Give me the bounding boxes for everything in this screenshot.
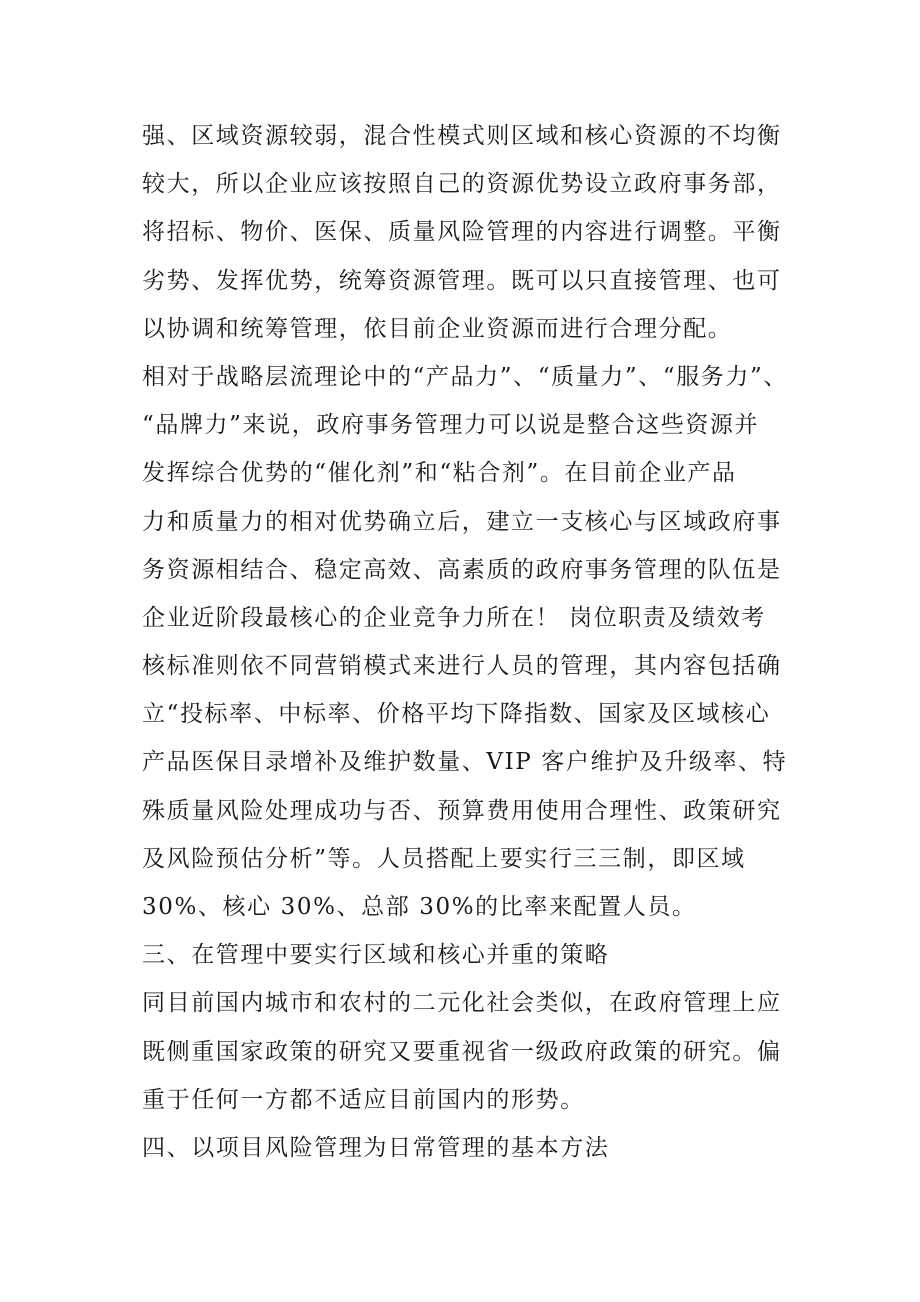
text-line: 立“投标率、中标率、价格平均下降指数、国家及区域核心 <box>142 701 771 728</box>
text-line: 既侧重国家政策的研究又要重视省一级政府政策的研究。偏 <box>142 1038 782 1065</box>
text-line: 企业近阶段最核心的企业竞争力所在！ 岗位职责及绩效考 <box>142 604 766 631</box>
section-heading: 三、在管理中要实行区域和核心并重的策略 <box>142 942 610 969</box>
text-line: 产品医保目录增补及维护数量、VIP 客户维护及升级率、特 <box>142 749 788 776</box>
text-line: 务资源相结合、稳定高效、高素质的政府事务管理的队伍是 <box>142 556 782 583</box>
text-line: 核标准则依不同营销模式来进行人员的管理，其内容包括确 <box>142 653 782 680</box>
text-line: 劣势、发挥优势，统筹资源管理。既可以只直接管理、也可 <box>142 267 782 294</box>
text-line: 重于任何一方都不适应目前国内的形势。 <box>142 1086 585 1113</box>
text-line: 殊质量风险处理成功与否、预算费用使用合理性、政策研究 <box>142 797 782 824</box>
text-line: 相对于战略层流理论中的“产品力”、“质量力”、“服务力”、 <box>142 363 788 390</box>
text-line: 较大，所以企业应该按照自己的资源优势设立政府事务部， <box>142 171 782 198</box>
text-line: 力和质量力的相对优势确立后，建立一支核心与区域政府事 <box>142 508 782 535</box>
text-line: 发挥综合优势的“催化剂”和“粘合剂”。在目前企业产品 <box>142 460 737 487</box>
text-line: 强、区域资源较弱，混合性模式则区域和核心资源的不均衡 <box>142 123 782 149</box>
text-line: 将招标、物价、医保、质量风险管理的内容进行调整。平衡 <box>142 219 782 246</box>
text-line: 以协调和统筹管理，依目前企业资源而进行合理分配。 <box>142 315 733 342</box>
section-heading: 四、以项目风险管理为日常管理的基本方法 <box>142 1134 610 1161</box>
text-line: 同目前国内城市和农村的二元化社会类似，在政府管理上应 <box>142 990 782 1017</box>
body-text <box>142 112 842 1172</box>
text-line: “品牌力”来说，政府事务管理力可以说是整合这些资源并 <box>142 412 760 439</box>
text-line: 及风险预估分析”等。人员搭配上要实行三三制，即区域 <box>142 845 746 872</box>
text-line: 30%、核心 30%、总部 30%的比率来配置人员。 <box>142 894 697 920</box>
